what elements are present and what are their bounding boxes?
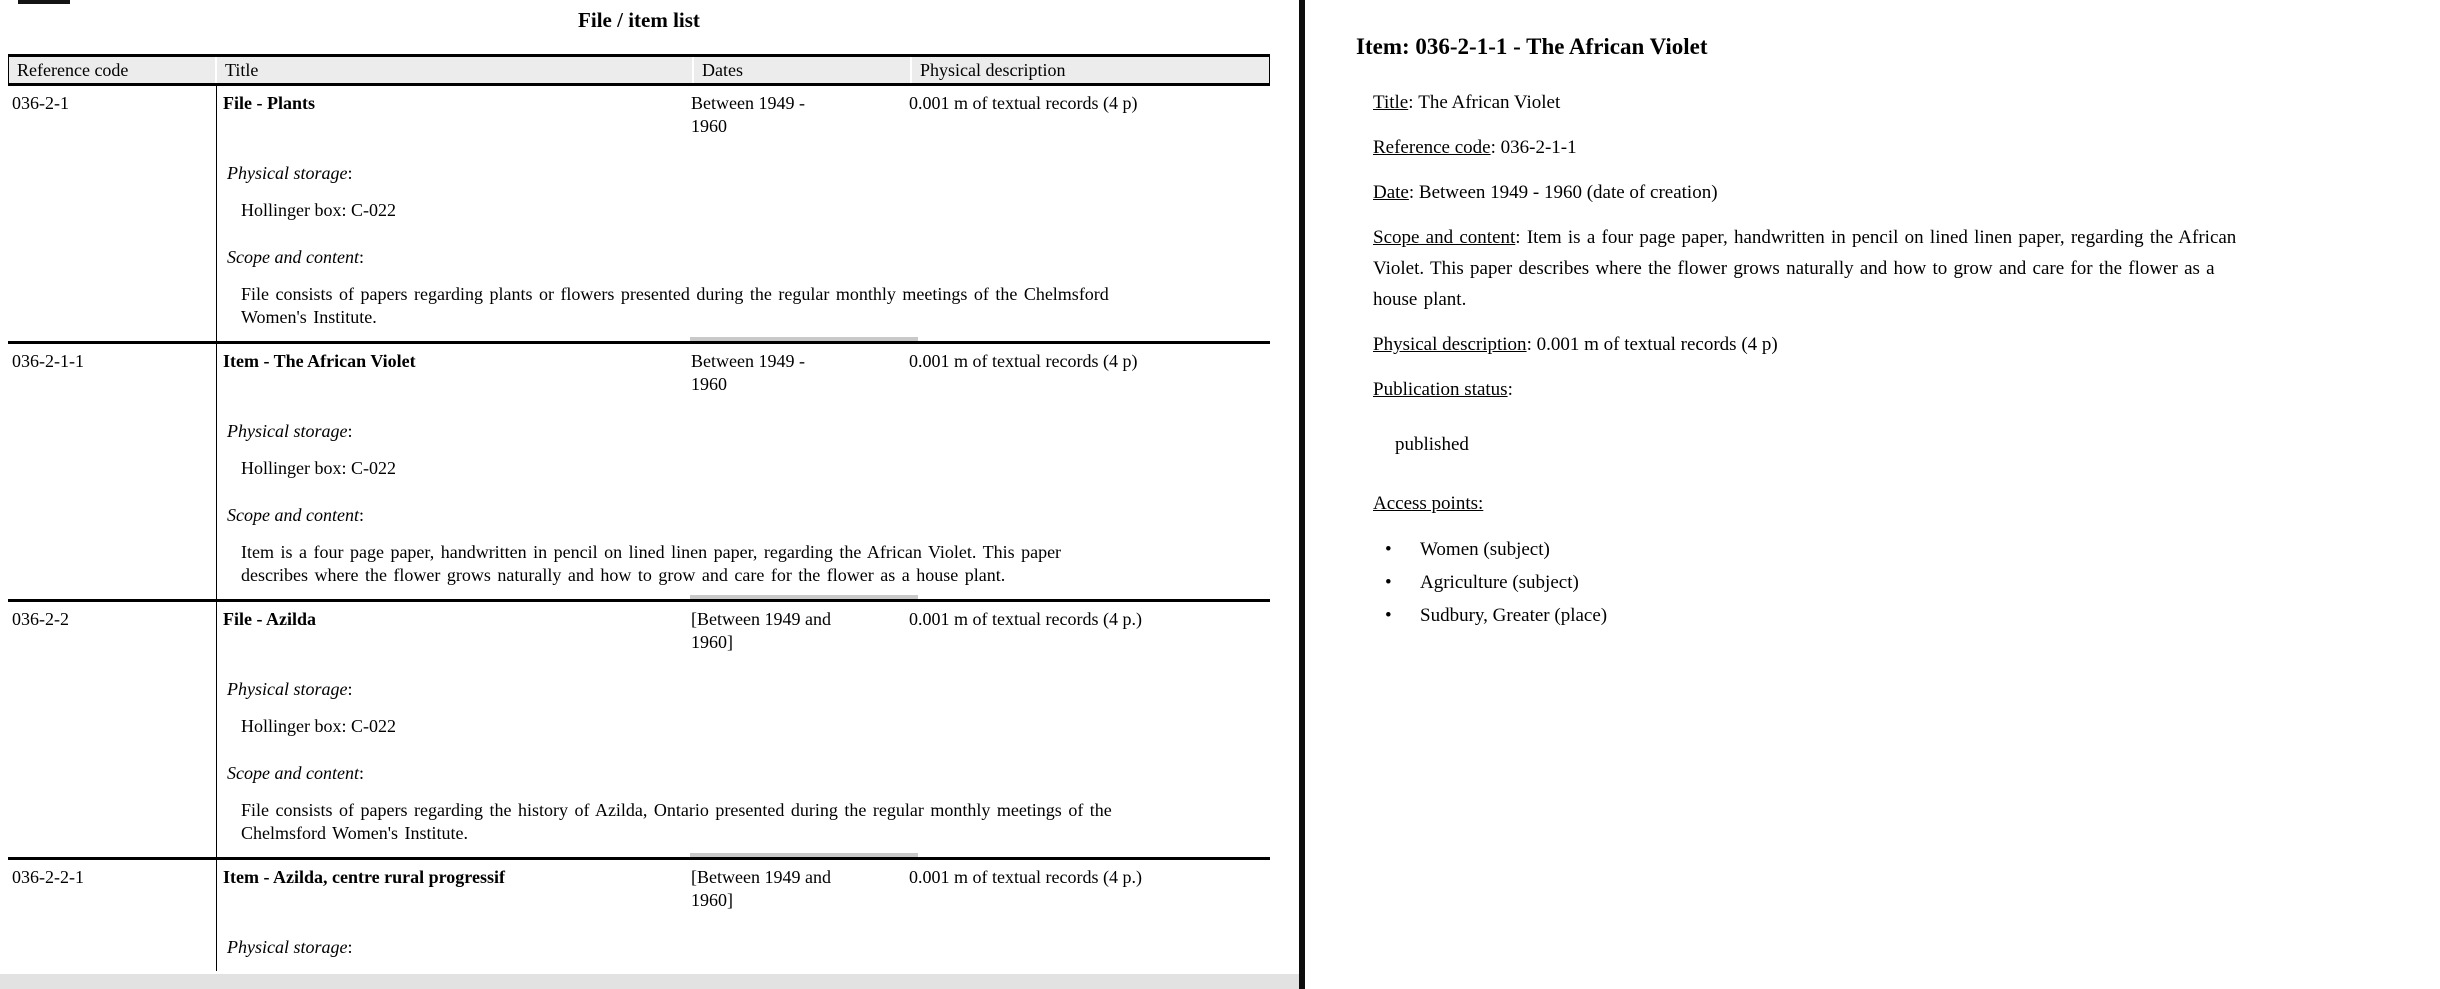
scope-and-content-label: Scope and content : — [227, 504, 1262, 527]
record-dates: [Between 1949 and 1960] — [691, 609, 831, 652]
record-title: Item - The African Violet — [223, 351, 416, 371]
list-title: File / item list — [578, 8, 700, 32]
col-header-title: Title — [217, 57, 692, 83]
access-point-text: Sudbury, Greater (place) — [1420, 605, 1608, 626]
record-reference-code: 036-2-1 — [12, 93, 69, 113]
field-colon — [1408, 92, 1418, 113]
field-reference-code-label: Reference code — [1373, 137, 1491, 158]
field-date-label: Date — [1373, 182, 1409, 203]
scope-and-content-label: Scope and content : — [227, 762, 1262, 785]
publication-status-label: Publication status — [1373, 379, 1508, 400]
physical-storage-label: Physical storage : — [227, 420, 1262, 443]
record-main-cell — [216, 344, 1270, 599]
record-dates: [Between 1949 and 1960] — [691, 867, 831, 910]
field-title-label: Title — [1373, 92, 1409, 113]
record-physical-description: 0.001 m of textual records (4 p.) — [909, 609, 1142, 629]
record-physical-description: 0.001 m of textual records (4 p) — [909, 351, 1138, 371]
access-points-list — [1373, 533, 2440, 632]
record-head-line — [223, 86, 1262, 138]
record-head-line — [223, 860, 1262, 912]
record-physical-description: 0.001 m of textual records (4 p) — [909, 93, 1138, 113]
record-main-cell — [216, 86, 1270, 341]
record-reference-code: 036-2-2-1 — [12, 867, 84, 887]
record-main-cell — [216, 860, 1270, 971]
physical-storage-label: Physical storage : — [227, 678, 1262, 701]
field-physical-description-label: Physical description — [1373, 334, 1527, 355]
scope-and-content-text: File consists of papers regarding plants or flowers presented during the regular monthly meetings of the Chelmsford Women's Institute. — [241, 284, 1109, 327]
access-points-label: Access points : — [1373, 488, 2440, 519]
scope-and-content-label: Scope and content : — [227, 246, 1262, 269]
table-body — [8, 86, 1270, 971]
field-colon — [1491, 137, 1501, 158]
record-head-line — [223, 602, 1262, 654]
item-heading: Item: 036-2-1-1 - The African Violet — [1356, 34, 1708, 59]
field-reference-code — [1373, 132, 2440, 163]
table-header-row — [8, 54, 1270, 86]
record-title: File - Plants — [223, 93, 315, 113]
field-title-value: The African Violet — [1418, 92, 1561, 113]
record-dates: Between 1949 - 1960 — [691, 351, 805, 394]
access-point-text: Women (subject) — [1420, 539, 1550, 560]
field-scope-label: Scope and content — [1373, 227, 1516, 248]
table-row — [8, 86, 1270, 341]
physical-storage-label: Physical storage : — [227, 936, 1262, 959]
record-physical-description: 0.001 m of textual records (4 p.) — [909, 867, 1142, 887]
record-main-cell — [216, 602, 1270, 857]
file-item-list-panel — [8, 0, 1270, 971]
physical-storage-value: Hollinger box: C-022 — [241, 716, 396, 736]
access-point-item — [1373, 566, 2440, 599]
item-fields — [1373, 87, 2440, 632]
record-reference-code: 036-2-2 — [12, 609, 69, 629]
field-date-value: Between 1949 - 1960 (date of creation) — [1418, 182, 1718, 203]
col-header-dates: Dates — [694, 57, 910, 83]
scope-and-content-text: File consists of papers regarding the history of Azilda, Ontario presented during the regular monthly meetings of the Chelmsford Women's Institute. — [241, 800, 1112, 843]
physical-storage-value: Hollinger box: C-022 — [241, 458, 396, 478]
field-physical-description-value: 0.001 m of textual records (4 p) — [1536, 334, 1778, 355]
field-colon — [1515, 227, 1527, 248]
table-row — [8, 341, 1270, 599]
field-date — [1373, 177, 2440, 208]
field-colon — [1527, 334, 1537, 355]
field-colon — [1508, 379, 1518, 400]
field-publication-status — [1373, 374, 2440, 405]
record-head-line — [223, 344, 1262, 396]
table-row — [8, 599, 1270, 857]
physical-storage-value: Hollinger box: C-022 — [241, 200, 396, 220]
scope-and-content-text: Item is a four page paper, handwritten in pencil on lined linen paper, regarding the African Violet. This paper describes where the flower grows naturally and how to grow and care for the flower as a house plant. — [241, 542, 1062, 585]
publication-status-value: published — [1395, 434, 1469, 455]
record-title: File - Azilda — [223, 609, 316, 629]
access-point-text: Agriculture (subject) — [1420, 572, 1579, 593]
record-title: Item - Azilda, centre rural progressif — [223, 867, 505, 887]
physical-storage-label: Physical storage : — [227, 162, 1262, 185]
field-physical-description — [1373, 329, 2440, 360]
scan-artifact-band — [0, 974, 1299, 989]
field-scope-and-content — [1373, 222, 2243, 315]
access-point-item — [1373, 599, 2440, 632]
access-point-item — [1373, 533, 2440, 566]
record-dates: Between 1949 - 1960 — [691, 93, 805, 136]
field-colon — [1409, 182, 1419, 203]
item-detail-panel — [1305, 0, 2440, 989]
field-reference-code-value: 036-2-1-1 — [1500, 137, 1577, 158]
table-row — [8, 857, 1270, 971]
field-title — [1373, 87, 2440, 118]
field-scope-value: Item is a four page paper, handwritten in pencil on lined linen paper, regarding the African Violet. This paper describes where the flower grows naturally and how to grow and care for the flower as a house plant. — [1373, 227, 2237, 310]
col-header-reference-code: Reference code — [9, 57, 215, 83]
col-header-physical-description: Physical description — [912, 57, 1269, 83]
record-reference-code: 036-2-1-1 — [12, 351, 84, 371]
